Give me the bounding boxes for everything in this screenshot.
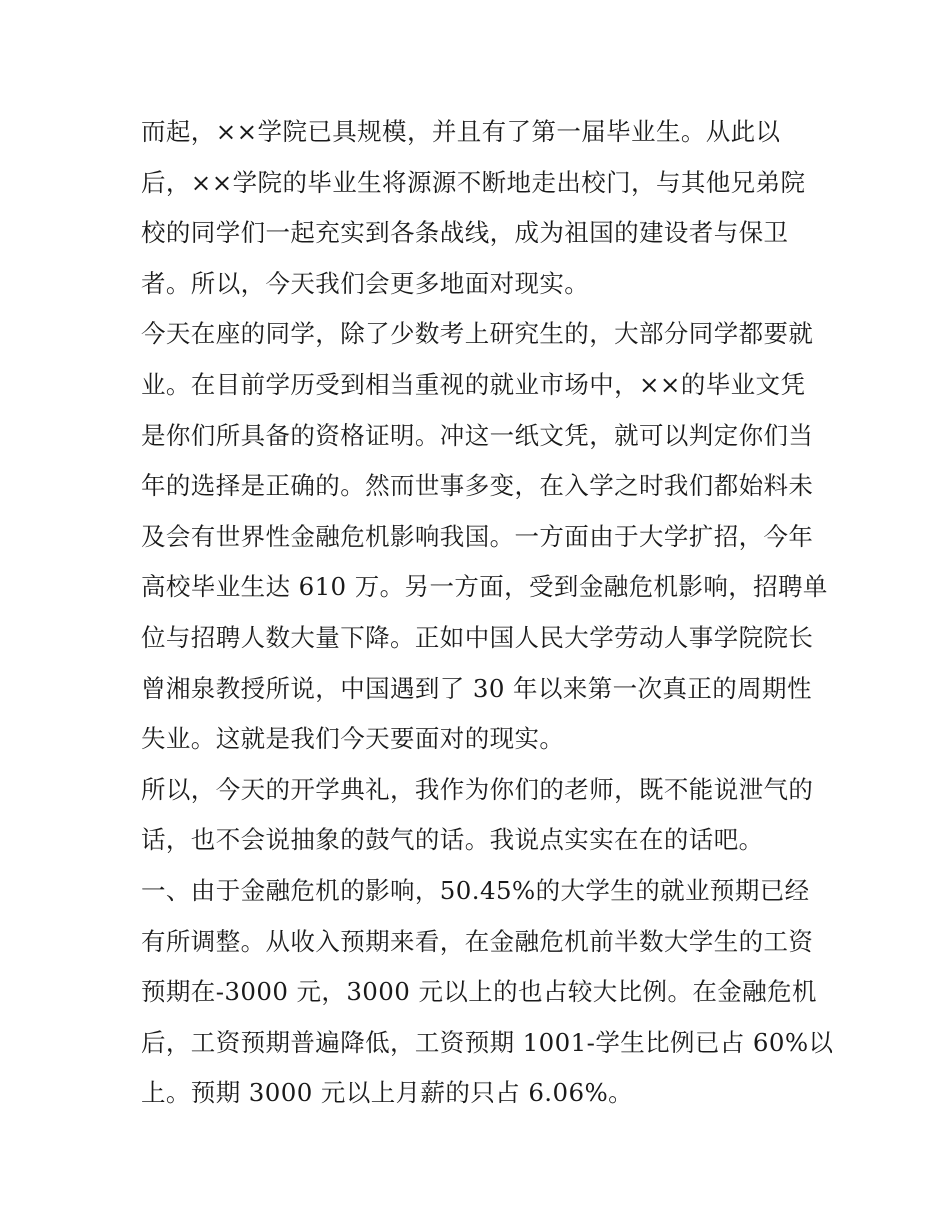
text-line: 位与招聘人数大量下降。正如中国人民大学劳动人事学院院长 <box>141 622 814 652</box>
text-line: 曾湘泉教授所说，中国遇到了 30 年以来第一次真正的周期性 <box>141 673 812 703</box>
text-line: 者。所以，今天我们会更多地面对现实。 <box>141 268 590 298</box>
text-line: 高校毕业生达 610 万。另一方面，受到金融危机影响，招聘单 <box>141 572 828 602</box>
text-line: 业。在目前学历受到相当重视的就业市场中，××的毕业文凭 <box>141 369 806 399</box>
text-line: 失业。这就是我们今天要面对的现实。 <box>141 724 565 754</box>
text-line: 预期在-3000 元，3000 元以上的也占较大比例。在金融危机 <box>141 977 817 1007</box>
document-body <box>141 107 834 1119</box>
text-line: 今天在座的同学，除了少数考上研究生的，大部分同学都要就 <box>141 319 814 349</box>
text-line: 后，工资预期普遍降低，工资预期 1001-学生比例已占 60%以 <box>141 1027 834 1057</box>
text-line: 校的同学们一起充实到各条战线，成为祖国的建设者与保卫 <box>141 218 789 248</box>
text-line: 及会有世界性金融危机影响我国。一方面由于大学扩招，今年 <box>141 521 814 551</box>
text-line: 有所调整。从收入预期来看，在金融危机前半数大学生的工资 <box>141 926 814 956</box>
text-line: 一、由于金融危机的影响，50.45%的大学生的就业预期已经 <box>141 875 810 905</box>
text-line: 年的选择是正确的。然而世事多变，在入学之时我们都始料未 <box>141 471 814 501</box>
text-line: 所以，今天的开学典礼，我作为你们的老师，既不能说泄气的 <box>141 774 814 804</box>
text-line: 上。预期 3000 元以上月薪的只占 6.06%。 <box>141 1078 634 1108</box>
text-line: 后，××学院的毕业生将源源不断地走出校门，与其他兄弟院 <box>141 167 806 197</box>
text-line: 话，也不会说抽象的鼓气的话。我说点实实在在的话吧。 <box>141 825 764 855</box>
text-line: 而起，××学院已具规模，并且有了第一届毕业生。从此以 <box>141 117 781 146</box>
text-line: 是你们所具备的资格证明。冲这一纸文凭，就可以判定你们当 <box>141 420 814 450</box>
